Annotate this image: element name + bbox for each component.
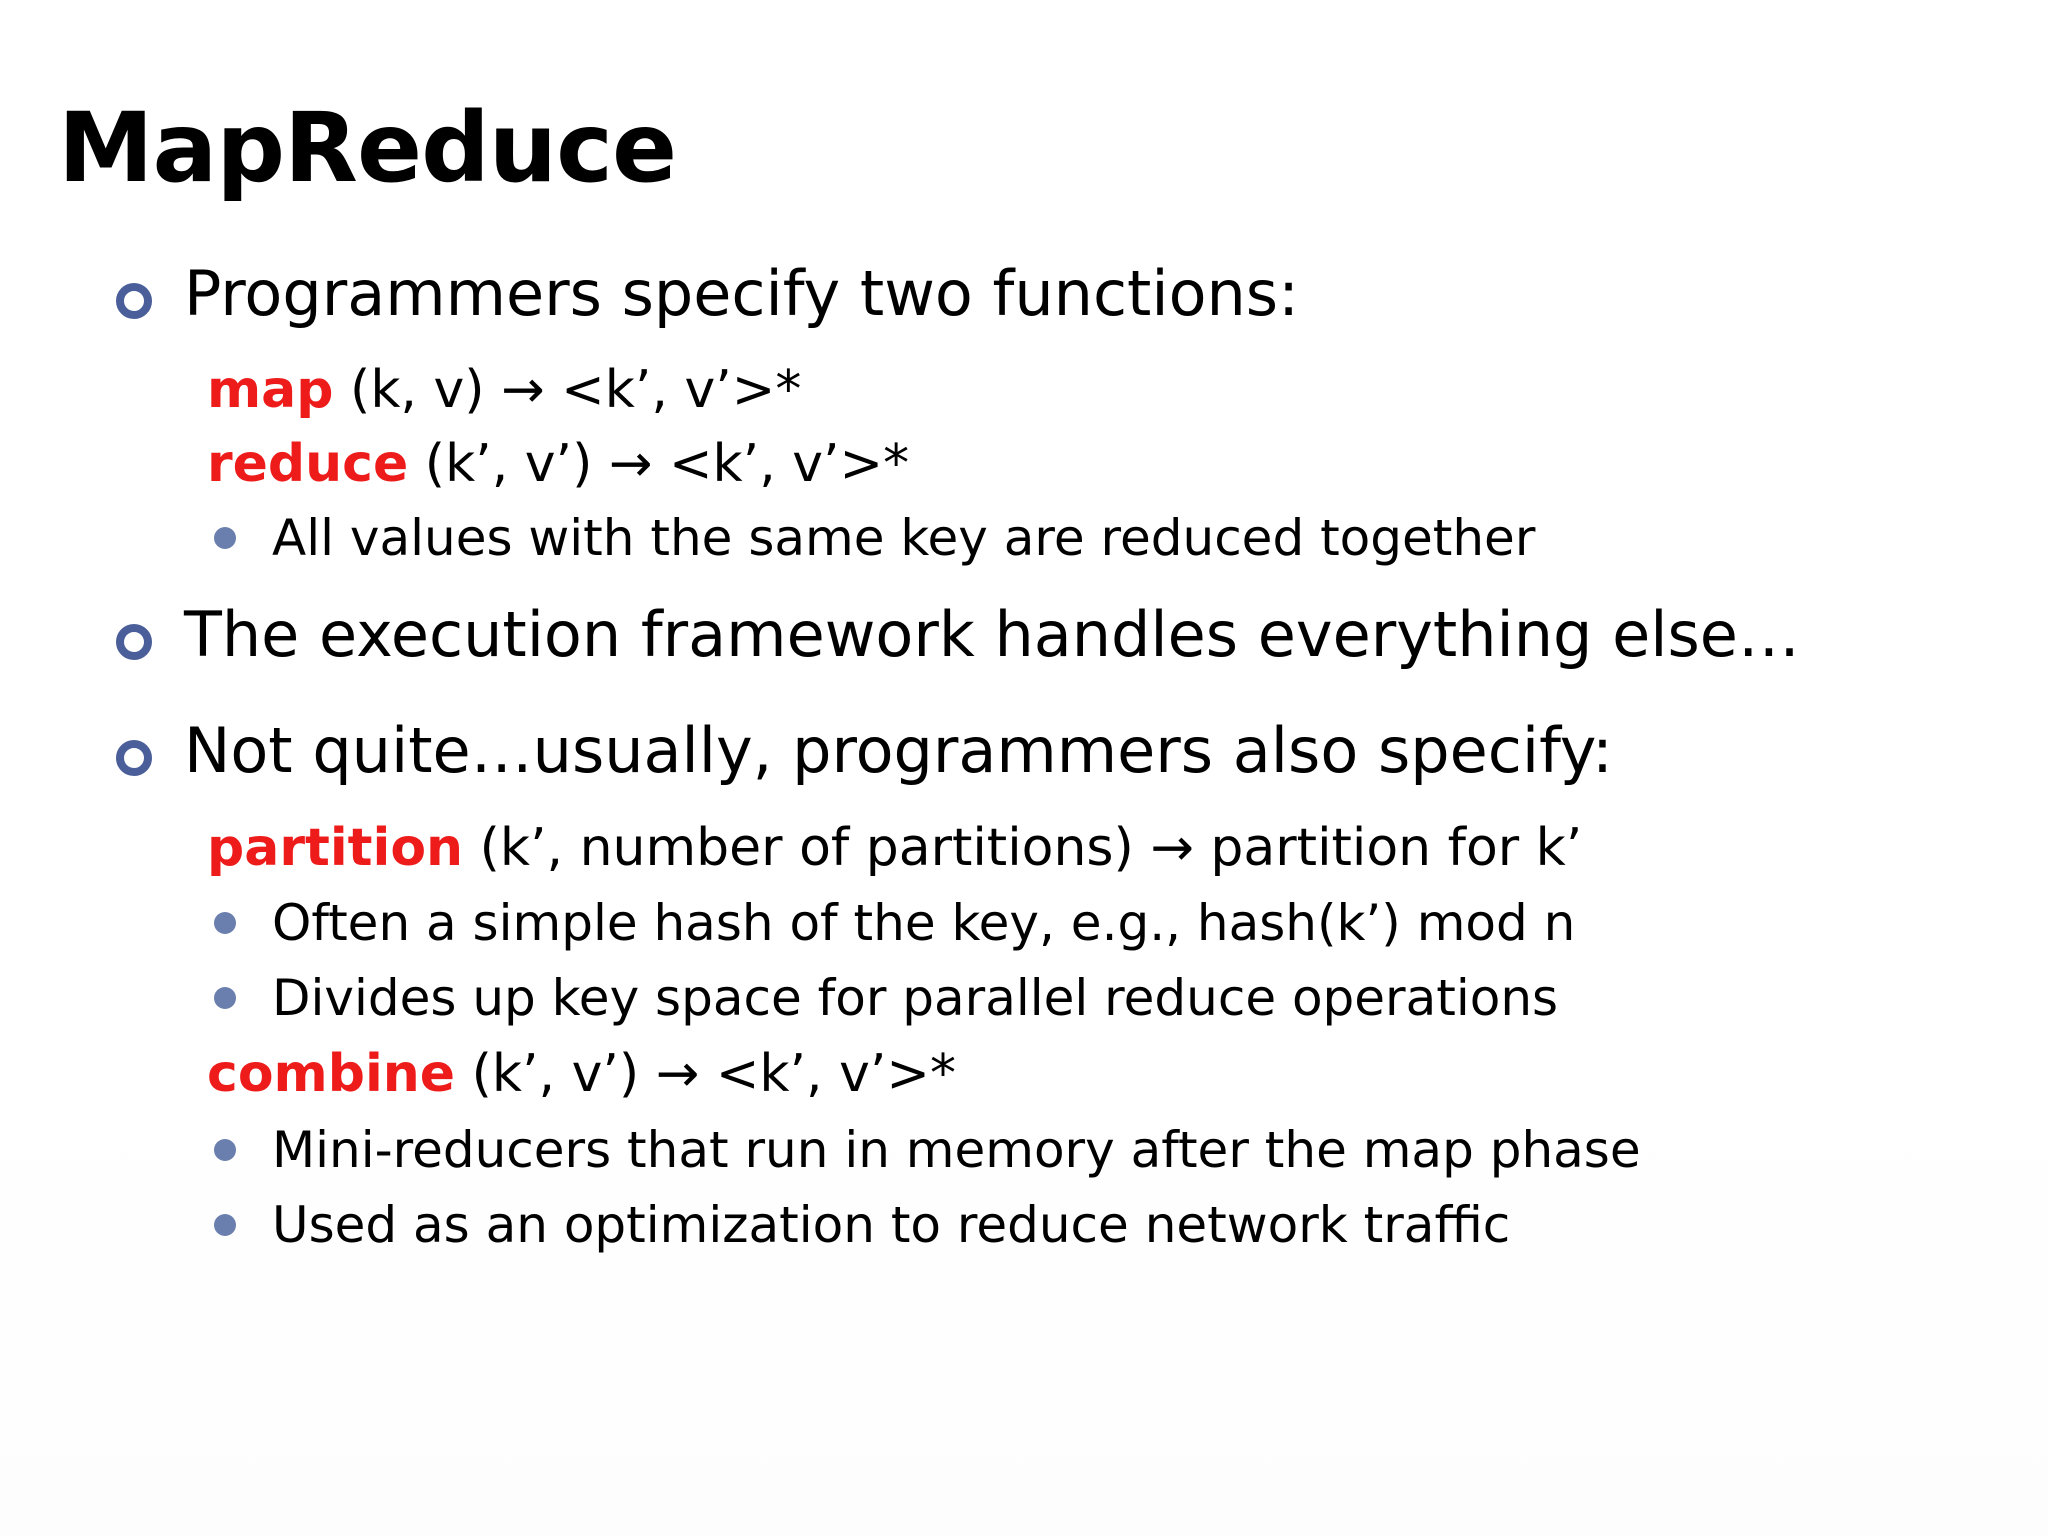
slide-title: MapReduce bbox=[58, 92, 677, 204]
sub-bullet-text: Used as an optimization to reduce network traffic bbox=[272, 1196, 1511, 1254]
function-signature: (k, v) → <k’, v’>* bbox=[333, 360, 802, 420]
dot-bullet-icon bbox=[214, 987, 236, 1009]
function-signature: (k’, v’) → <k’, v’>* bbox=[408, 434, 910, 494]
function-line-reduce bbox=[207, 430, 909, 498]
bullet-text: Programmers specify two functions: bbox=[184, 257, 1300, 330]
dot-bullet-icon bbox=[214, 1139, 236, 1161]
dot-bullet-icon bbox=[214, 527, 236, 549]
function-signature: (k’, number of partitions) → partition for k’ bbox=[463, 818, 1583, 878]
sub-bullet-text: Divides up key space for parallel reduce operations bbox=[272, 969, 1559, 1027]
function-line-map bbox=[207, 356, 801, 424]
bullet-text: The execution framework handles everything else… bbox=[184, 598, 1800, 671]
function-line-combine bbox=[207, 1040, 956, 1108]
sub-bullet-text: Often a simple hash of the key, e.g., hash(k’) mod n bbox=[272, 894, 1576, 952]
sub-bullet-text: All values with the same key are reduced together bbox=[272, 509, 1536, 567]
function-keyword: combine bbox=[207, 1044, 456, 1104]
dot-bullet-icon bbox=[214, 1214, 236, 1236]
function-signature: (k’, v’) → <k’, v’>* bbox=[455, 1044, 956, 1104]
dot-bullet-icon bbox=[214, 912, 236, 934]
ring-bullet-icon bbox=[116, 283, 152, 319]
function-keyword: map bbox=[207, 360, 334, 420]
function-keyword: partition bbox=[207, 818, 464, 878]
function-line-partition bbox=[207, 814, 1582, 882]
sub-bullet-text: Mini-reducers that run in memory after the map phase bbox=[272, 1121, 1641, 1179]
ring-bullet-icon bbox=[116, 740, 152, 776]
function-keyword: reduce bbox=[207, 434, 409, 494]
bullet-text: Not quite…usually, programmers also specify: bbox=[184, 714, 1613, 787]
ring-bullet-icon bbox=[116, 624, 152, 660]
